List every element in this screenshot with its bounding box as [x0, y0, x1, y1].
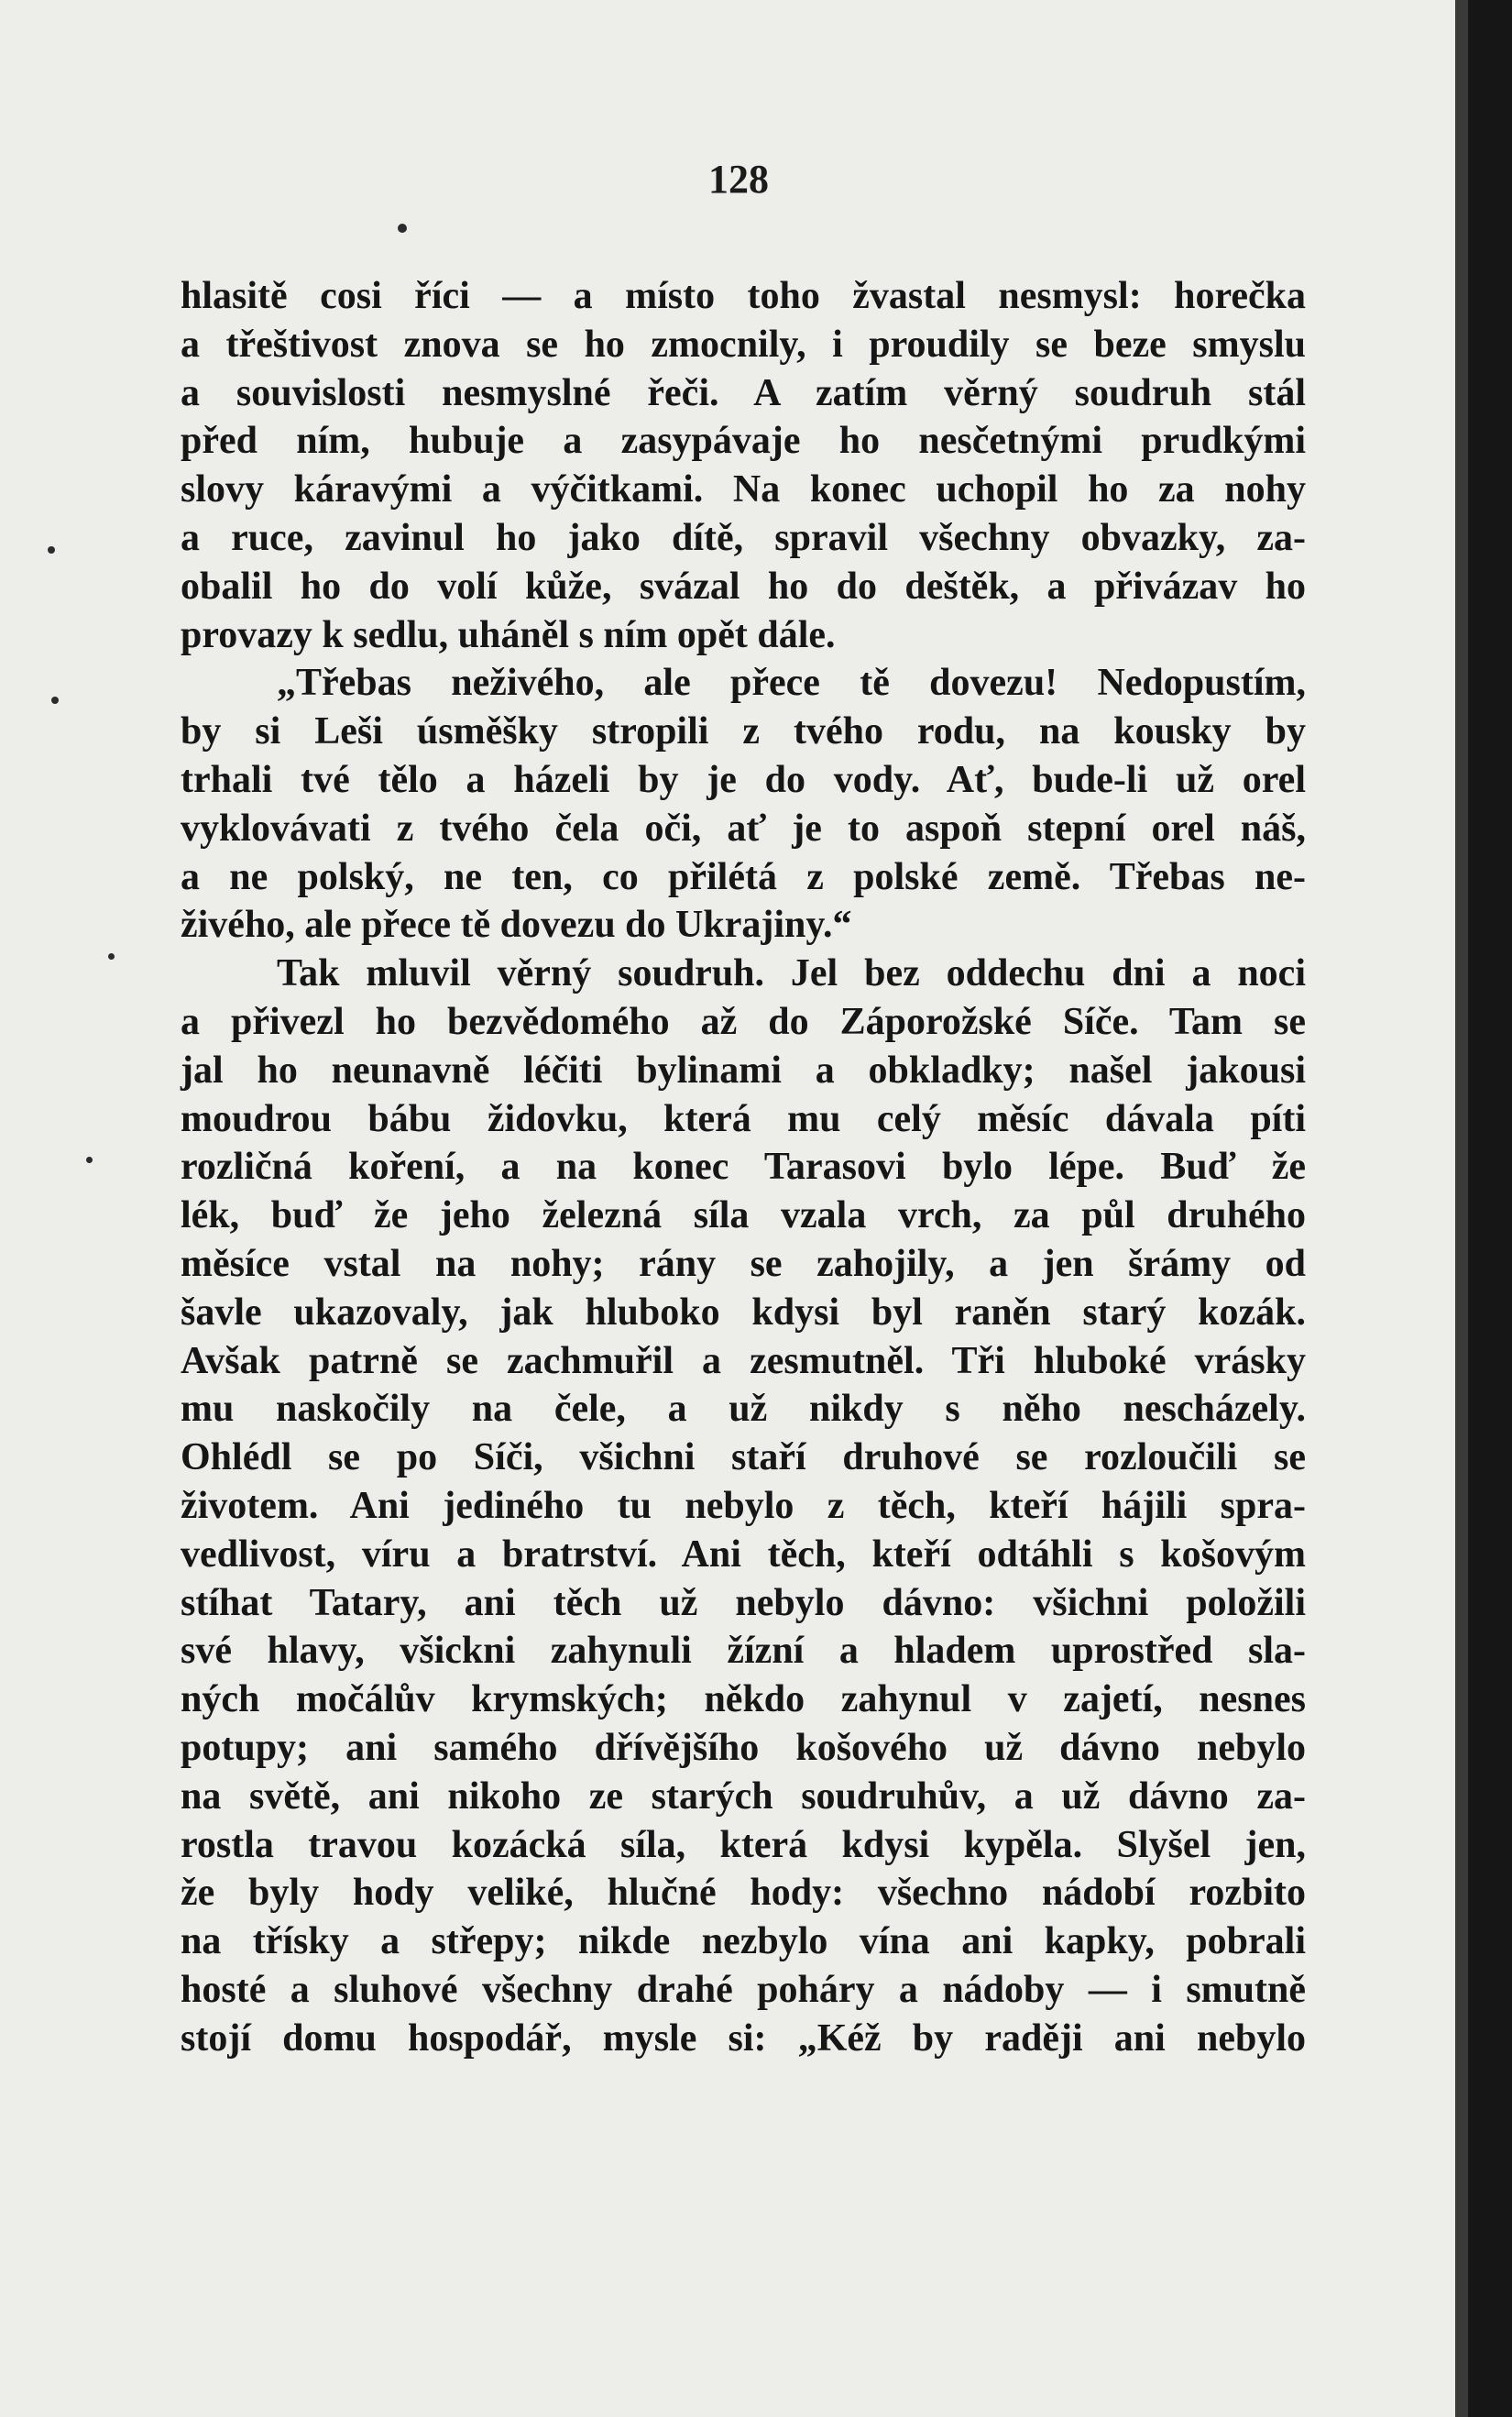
text-line: a ruce, zavinul ho jako dítě, spravil všechny obvazky, za-: [181, 516, 1306, 559]
text-line: Avšak patrně se zachmuřil a zesmutněl. Tři hluboké vrásky: [181, 1339, 1306, 1382]
page-number: 128: [708, 157, 769, 202]
text-line: moudrou bábu židovku, která mu celý měsíc dávala píti: [181, 1097, 1306, 1140]
text-line: a ne polský, ne ten, co přilétá z polské země. Třebas ne-: [181, 855, 1306, 898]
text-line: hlasitě cosi říci — a místo toho žvastal nesmysl: horečka: [181, 275, 1306, 317]
ink-speck: [51, 697, 59, 704]
text-line: stíhat Tatary, ani těch už nebylo dávno: všichni položili: [181, 1581, 1306, 1624]
text-line: trhali tvé tělo a házeli by je do vody. Ať, bude-li už orel: [181, 758, 1306, 801]
text-line: by si Leši úsměšky stropili z tvého rodu, na kousky by: [181, 710, 1306, 753]
text-line: a třeštivost znova se ho zmocnily, i proudily se beze smyslu: [181, 323, 1306, 366]
text-line: na světě, ani nikoho ze starých soudruhův, a už dávno za-: [181, 1774, 1306, 1818]
book-spine: [1455, 0, 1512, 2417]
text-line: rostla travou kozácká síla, která kdysi kypěla. Slyšel jen,: [181, 1823, 1306, 1866]
text-line: živého, ale přece tě dovezu do Ukrajiny.“: [181, 904, 852, 947]
text-line: a souvislosti nesmyslné řeči. A zatím věrný soudruh stál: [181, 371, 1306, 414]
ink-speck: [108, 953, 115, 960]
ink-speck: [86, 1157, 93, 1163]
text-line: obalil ho do volí kůže, svázal ho do deštěk, a přivázav ho: [181, 565, 1306, 608]
text-line: lék, buď že jeho železná síla vzala vrch, za půl druhého: [181, 1194, 1306, 1237]
text-line: hosté a sluhové všechny drahé poháry a nádoby — i smutně: [181, 1968, 1306, 2011]
text-line: Ohlédl se po Síči, všichni staří druhové se rozloučili se: [181, 1436, 1306, 1479]
ink-speck: [48, 546, 55, 554]
text-line: ných močálův krymských; někdo zahynul v zajetí, nesnes: [181, 1678, 1306, 1721]
text-line: před ním, hubuje a zasypávaje ho nesčetnými prudkými: [181, 420, 1306, 463]
text-line: své hlavy, všickni zahynuli žízní a hladem uprostřed sla-: [181, 1630, 1306, 1673]
text-line: mu naskočily na čele, a už nikdy s něho nescházely.: [181, 1388, 1306, 1431]
ink-speck: [398, 224, 407, 233]
text-line: slovy káravými a výčitkami. Na konec uchopil ho za nohy: [181, 468, 1306, 511]
text-line: životem. Ani jediného tu nebylo z těch, kteří hájili spra-: [181, 1484, 1306, 1527]
text-line: na třísky a střepy; nikde nezbylo vína ani kapky, pobrali: [181, 1920, 1306, 1963]
text-line: rozličná koření, a na konec Tarasovi bylo lépe. Buď že: [181, 1146, 1306, 1189]
text-line: „Třebas neživého, ale přece tě dovezu! Nedopustím,: [277, 662, 1306, 705]
text-line: šavle ukazovaly, jak hluboko kdysi byl raněn starý kozák.: [181, 1291, 1306, 1334]
body-text: [181, 272, 1306, 2062]
text-line: vedlivost, víru a bratrství. Ani těch, kteří odtáhli s košovým: [181, 1533, 1306, 1576]
text-line: a přivezl ho bezvědomého až do Záporožské Síče. Tam se: [181, 1000, 1306, 1043]
text-line: potupy; ani samého dřívějšího košového už dávno nebylo: [181, 1726, 1306, 1769]
text-line: stojí domu hospodář, mysle si: „Kéž by raději ani nebylo: [181, 2016, 1306, 2060]
page-edge: [1455, 0, 1468, 2417]
text-line: vyklovávati z tvého čela oči, ať je to aspoň stepní orel náš,: [181, 807, 1306, 850]
text-line: měsíce vstal na nohy; rány se zahojily, a jen šrámy od: [181, 1242, 1306, 1285]
text-line: jal ho neunavně léčiti bylinami a obkladky; našel jakousi: [181, 1049, 1306, 1092]
text-line: Tak mluvil věrný soudruh. Jel bez oddechu dni a noci: [277, 952, 1306, 995]
text-line: provazy k sedlu, uháněl s ním opět dále.: [181, 613, 836, 656]
text-line: že byly hody veliké, hlučné hody: všechno nádobí rozbito: [181, 1872, 1306, 1915]
